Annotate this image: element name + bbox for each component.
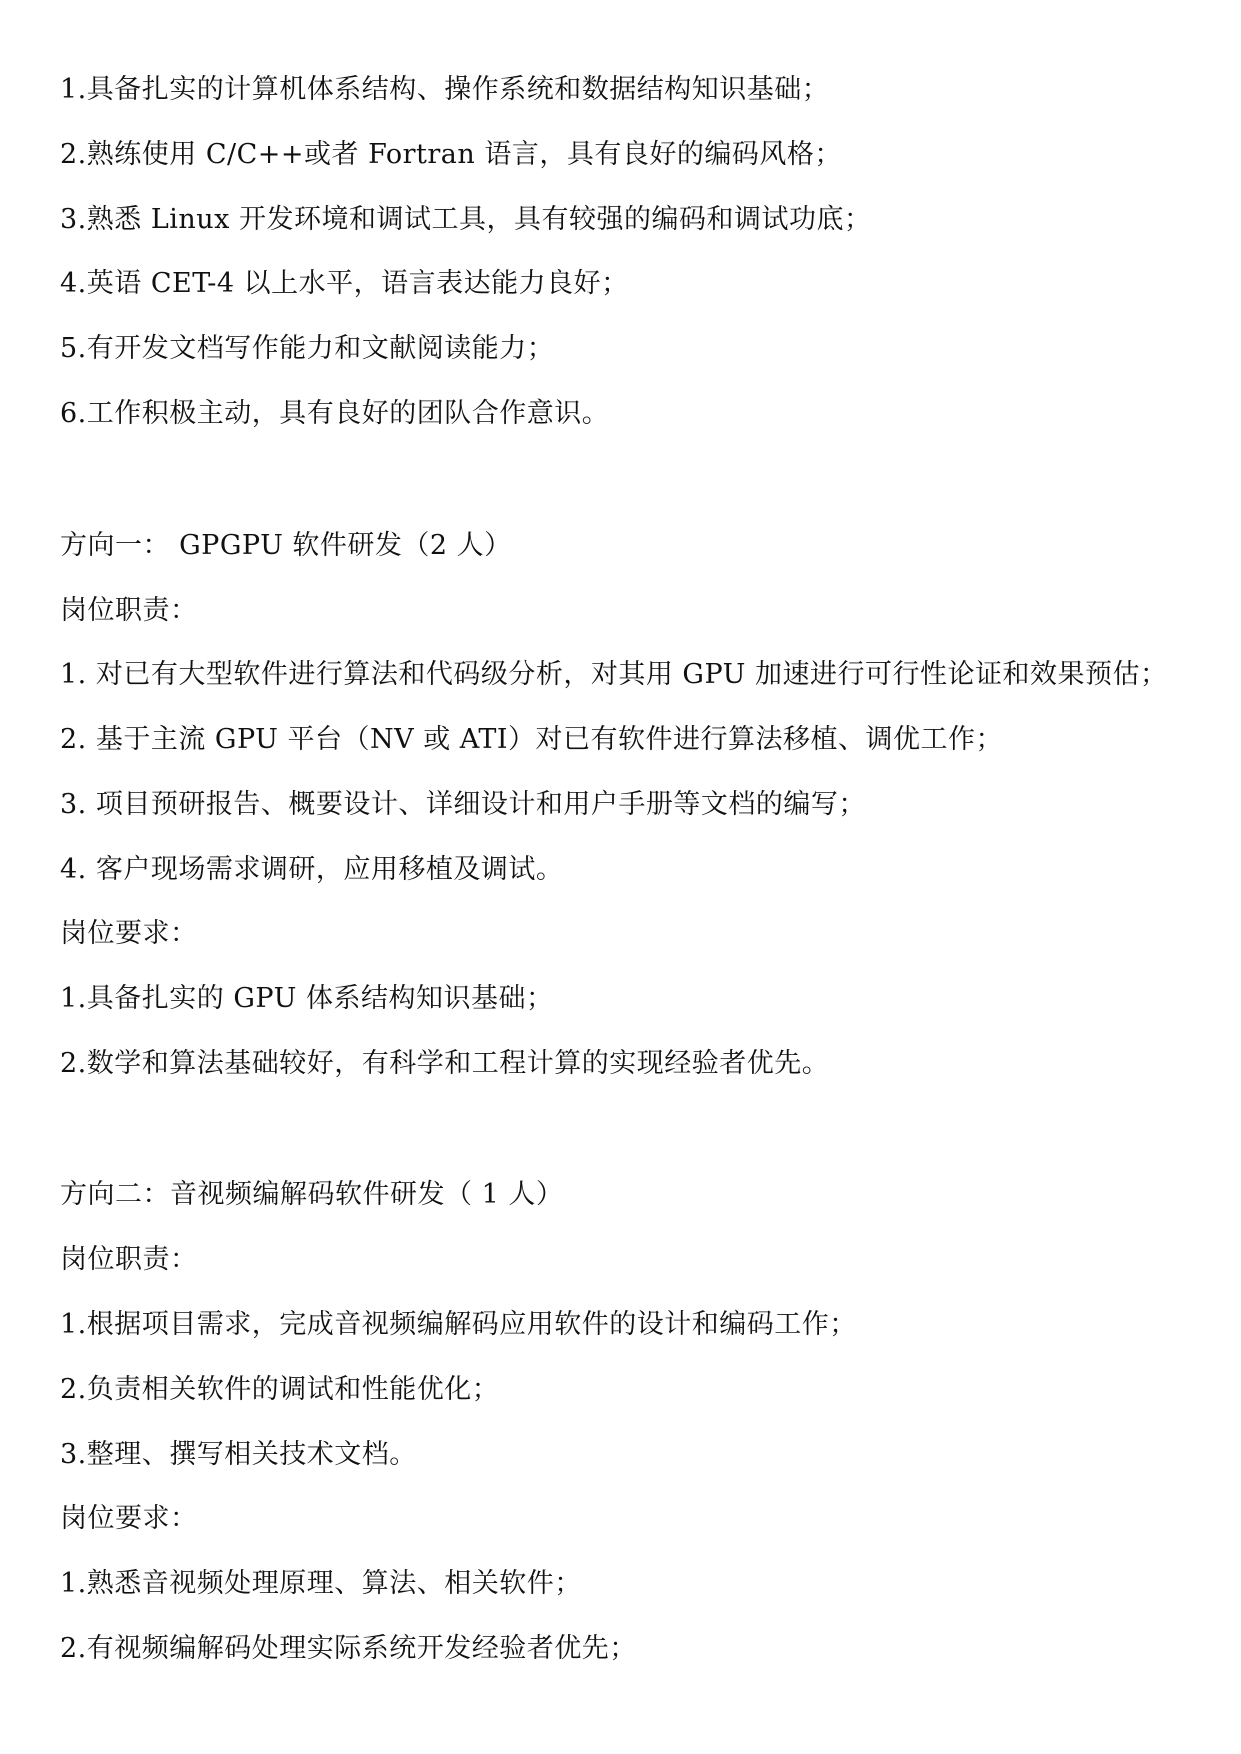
general-requirement-6: 6.工作积极主动，具有良好的团队合作意识。 <box>60 398 610 429</box>
direction2-requirement-2: 2.有视频编解码处理实际系统开发经验者优先； <box>60 1633 637 1664</box>
direction1-duty-4: 4. 客户现场需求调研，应用移植及调试。 <box>60 854 564 885</box>
general-requirement-4: 4.英语 CET-4 以上水平，语言表达能力良好； <box>60 268 629 299</box>
direction1-requirements-heading: 岗位要求： <box>60 918 198 949</box>
direction2-duty-2: 2.负责相关软件的调试和性能优化； <box>60 1374 500 1405</box>
general-requirement-5: 5.有开发文档写作能力和文献阅读能力； <box>60 333 555 364</box>
direction1-duty-3: 3. 项目预研报告、概要设计、详细设计和用户手册等文档的编写； <box>60 789 866 820</box>
direction2-title: 方向二：音视频编解码软件研发（ 1 人） <box>60 1179 564 1210</box>
direction1-duty-2: 2. 基于主流 GPU 平台（NV 或 ATI）对已有软件进行算法移植、调优工作； <box>60 724 1004 755</box>
general-requirement-3: 3.熟悉 Linux 开发环境和调试工具，具有较强的编码和调试功底； <box>60 204 872 235</box>
direction1-requirement-2: 2.数学和算法基础较好，有科学和工程计算的实现经验者优先。 <box>60 1048 830 1079</box>
general-requirement-2: 2.熟练使用 C/C++或者 Fortran 语言，具有良好的编码风格； <box>60 139 842 170</box>
direction2-duties-heading: 岗位职责： <box>60 1244 198 1275</box>
direction2-duty-1: 1.根据项目需求，完成音视频编解码应用软件的设计和编码工作； <box>60 1309 857 1340</box>
direction1-duties-heading: 岗位职责： <box>60 595 198 626</box>
direction1-duty-1: 1. 对已有大型软件进行算法和代码级分析，对其用 GPU 加速进行可行性论证和效果预估； <box>60 659 1168 690</box>
direction2-requirement-1: 1.熟悉音视频处理原理、算法、相关软件； <box>60 1568 582 1599</box>
direction1-requirement-1: 1.具备扎实的 GPU 体系结构知识基础； <box>60 983 554 1014</box>
general-requirement-1: 1.具备扎实的计算机体系结构、操作系统和数据结构知识基础； <box>60 74 830 105</box>
direction1-title: 方向一： GPGPU 软件研发（2 人） <box>60 530 512 561</box>
direction2-duty-3: 3.整理、撰写相关技术文档。 <box>60 1439 417 1470</box>
direction2-requirements-heading: 岗位要求： <box>60 1503 198 1534</box>
